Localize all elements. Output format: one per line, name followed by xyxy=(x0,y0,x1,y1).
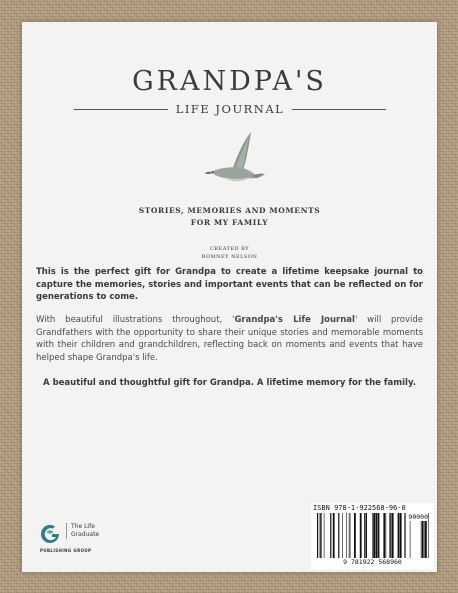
bird-illustration-icon xyxy=(197,128,267,190)
barcode-bar xyxy=(378,513,380,559)
barcode-bar xyxy=(372,513,373,559)
barcode-bar xyxy=(386,513,387,559)
blurb-paragraph-1: This is the perfect gift for Grandpa to create a lifetime keepsake journal to capture the memories, stories and important events that can be reflected on for generations to come. xyxy=(36,267,423,302)
blurb-paragraph-2-end: ' will provide Grandfathers with the opportunity to share their unique stories and memorable moments with their children and grandchildren, reflecting back on moments and events that have helped shape Grandpa's life. xyxy=(36,315,423,363)
isbn-barcode xyxy=(311,503,434,569)
isbn-number: ISBN 978-1-922568-96-0 xyxy=(313,504,406,512)
tagline-line-1: STORIES, MEMORIES AND MOMENTS xyxy=(138,206,321,215)
barcode-bar xyxy=(383,513,385,559)
subtitle-row xyxy=(74,101,386,117)
author-name: ROMNEY NELSON xyxy=(201,254,258,260)
publisher-logo xyxy=(40,522,130,562)
barcode-bar xyxy=(338,513,339,559)
book-back-cover xyxy=(22,22,437,572)
barcode-bar xyxy=(360,513,362,559)
barcode-bar xyxy=(333,513,335,559)
barcode-bar xyxy=(321,513,322,559)
barcode-bar xyxy=(330,513,331,559)
barcode-bar xyxy=(375,513,377,559)
barcode-bar xyxy=(350,513,351,559)
barcode-bar xyxy=(392,513,393,559)
barcode-bar xyxy=(389,513,390,559)
price-code: 90000 xyxy=(408,513,428,521)
subtitle-rule-left xyxy=(74,109,168,110)
subtitle-rule-right xyxy=(292,109,386,110)
tagline xyxy=(22,205,437,229)
barcode-bar xyxy=(373,513,375,559)
blurb-paragraph-2-start: With beautiful illustrations throughout, ' xyxy=(36,315,235,325)
blurb-book-title: Grandpa's Life Journal xyxy=(234,315,355,325)
publisher-logo-icon xyxy=(40,524,60,544)
author-credit xyxy=(22,245,437,261)
barcode-bar xyxy=(401,513,402,559)
tagline-line-2: FOR MY FAMILY xyxy=(190,218,269,227)
barcode-bar xyxy=(324,513,325,559)
publisher-name-line-2: Graduate xyxy=(71,531,100,538)
barcode-digits: 9 781922 568960 xyxy=(311,558,434,566)
book-title: GRANDPA'S xyxy=(132,66,327,97)
barcode-bar xyxy=(398,513,400,559)
barcode-bar xyxy=(428,513,429,559)
barcode-bar xyxy=(317,513,318,559)
barcode-bar xyxy=(364,513,365,559)
blurb-paragraph-2 xyxy=(36,314,423,364)
barcode-bar xyxy=(404,513,405,559)
barcode-bar xyxy=(342,513,343,559)
barcode-bar xyxy=(349,513,350,559)
barcode-bar xyxy=(393,513,394,559)
book-subtitle: LIFE JOURNAL xyxy=(175,102,285,116)
publisher-group: PUBLISHING GROUP xyxy=(40,548,92,553)
publisher-name xyxy=(66,523,99,539)
blurb-paragraph-3: A beautiful and thoughtful gift for Grandpa. A lifetime memory for the family. xyxy=(43,378,416,388)
barcode-bar xyxy=(320,513,321,559)
barcode-bar xyxy=(366,513,367,559)
barcode-bar xyxy=(390,513,391,559)
barcode-bar xyxy=(346,513,347,559)
publisher-name-line-1: The Life xyxy=(71,523,95,530)
created-by-label: CREATED BY xyxy=(209,246,250,252)
barcode-bar xyxy=(354,513,356,559)
barcode-bar xyxy=(400,513,401,559)
